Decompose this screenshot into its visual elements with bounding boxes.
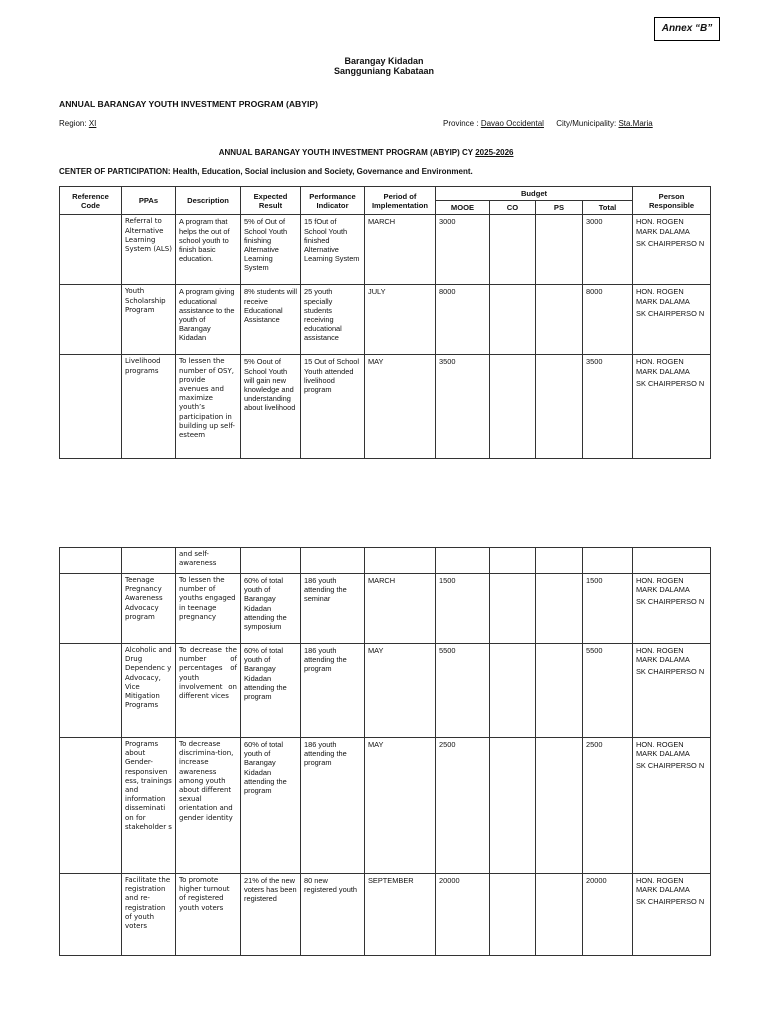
table-row xyxy=(60,644,711,738)
cell-total: 5500 xyxy=(583,644,633,738)
cell-ref xyxy=(60,738,122,874)
cell-person xyxy=(633,574,711,644)
cell-ppas: Youth Scholarship Program xyxy=(122,285,176,355)
cell-description: To decrease the number of percentages of youth involvement on different vices xyxy=(176,644,241,738)
cell-ps xyxy=(536,644,583,738)
cell-ppas: Facilitate the registration and re-registration of youth voters xyxy=(122,874,176,956)
cell-person xyxy=(633,355,711,459)
person-title: SK CHAIRPERSO N xyxy=(636,238,705,248)
city-label: City/Municipality: xyxy=(556,119,617,128)
col-expected-result: Expected Result xyxy=(241,187,301,215)
cell-mooe: 5500 xyxy=(436,644,490,738)
cell-co xyxy=(490,738,536,874)
cell-ppas: Alcoholic and Drug Dependenc y Advocacy, Vice Mitigation Programs xyxy=(122,644,176,738)
cell-ppas: Livelihood programs xyxy=(122,355,176,459)
cell-description: To promote higher turnout of registered youth voters xyxy=(176,874,241,956)
cell-total: 3500 xyxy=(583,355,633,459)
center-value: Health, Education, Social inclusion and Society, Governance and Environment. xyxy=(172,167,473,176)
cell-co xyxy=(490,548,536,574)
col-budget: Budget xyxy=(436,187,633,201)
person-name: HON. ROGEN MARK DALAMA xyxy=(636,740,690,759)
region-value: XI xyxy=(88,119,97,128)
col-ppas: PPAs xyxy=(122,187,176,215)
cell-ref xyxy=(60,874,122,956)
cell-description: A program that helps the out of school youth to finish basic education. xyxy=(176,215,241,285)
cell-ref xyxy=(60,548,122,574)
cell-total: 3000 xyxy=(583,215,633,285)
province-line xyxy=(443,119,653,128)
table-row xyxy=(60,874,711,956)
cell-ps xyxy=(536,738,583,874)
cell-co xyxy=(490,355,536,459)
cell-ps xyxy=(536,548,583,574)
region-line xyxy=(59,119,96,128)
person-name: HON. ROGEN MARK DALAMA xyxy=(636,646,690,665)
cell-person xyxy=(633,738,711,874)
cell-total: 2500 xyxy=(583,738,633,874)
cell-ref xyxy=(60,355,122,459)
col-mooe: MOOE xyxy=(436,201,490,215)
cell-description: A program giving educational assistance to the youth of Barangay Kidadan xyxy=(176,285,241,355)
cell-expected: 60% of total youth of Barangay Kidadan attending the symposium xyxy=(241,574,301,644)
cell-period: MAY xyxy=(365,738,436,874)
person-name: HON. ROGEN MARK DALAMA xyxy=(636,357,690,376)
cy-title-line xyxy=(0,148,768,157)
abyip-table-page1 xyxy=(59,186,711,459)
cell-ppas xyxy=(122,548,176,574)
cell-person xyxy=(633,644,711,738)
cell-ppas: Teenage Pregnancy Awareness Advocacy program xyxy=(122,574,176,644)
region-label: Region: xyxy=(59,119,87,128)
cell-indicator xyxy=(301,548,365,574)
cell-indicator: 186 youth attending the seminar xyxy=(301,574,365,644)
cell-ref xyxy=(60,574,122,644)
cell-ref xyxy=(60,215,122,285)
abyip-table-page2 xyxy=(59,547,711,956)
cell-period: MAY xyxy=(365,644,436,738)
col-co: CO xyxy=(490,201,536,215)
cell-mooe: 1500 xyxy=(436,574,490,644)
cell-ppas: Referral to Alternative Learning System (ALS) xyxy=(122,215,176,285)
cell-indicator: 186 youth attending the program xyxy=(301,644,365,738)
col-reference-code: Reference Code xyxy=(60,187,122,215)
cell-ps xyxy=(536,355,583,459)
cell-expected: 21% of the new voters has been registered xyxy=(241,874,301,956)
cell-period xyxy=(365,548,436,574)
cell-mooe: 2500 xyxy=(436,738,490,874)
cell-expected xyxy=(241,548,301,574)
cell-indicator: 186 youth attending the program xyxy=(301,738,365,874)
cell-total: 8000 xyxy=(583,285,633,355)
col-ps: PS xyxy=(536,201,583,215)
cell-mooe: 3000 xyxy=(436,215,490,285)
cell-description: To decrease discrimina-tion, increase awareness among youth about different sexual orientation and gender identity xyxy=(176,738,241,874)
person-title: SK CHAIRPERSO N xyxy=(636,897,705,907)
province-label: Province : xyxy=(443,119,479,128)
person-title: SK CHAIRPERSO N xyxy=(636,761,705,771)
col-description: Description xyxy=(176,187,241,215)
person-title: SK CHAIRPERSO N xyxy=(636,378,705,388)
cell-person xyxy=(633,285,711,355)
person-name: HON. ROGEN MARK DALAMA xyxy=(636,287,690,306)
cell-expected: 8% students will receive Educational Assistance xyxy=(241,285,301,355)
cell-person xyxy=(633,215,711,285)
cell-ppas: Programs about Gender-responsiven ess, trainings and information disseminati on for stakeholder s xyxy=(122,738,176,874)
cell-mooe: 20000 xyxy=(436,874,490,956)
cell-period: JULY xyxy=(365,285,436,355)
cell-period: SEPTEMBER xyxy=(365,874,436,956)
cell-expected: 5% of Out of School Youth finishing Alternative Learning System xyxy=(241,215,301,285)
barangay-name: Barangay Kidadan xyxy=(344,56,424,66)
cell-co xyxy=(490,285,536,355)
council-name: Sangguniang Kabataan xyxy=(333,66,434,76)
center-label: CENTER OF PARTICIPATION: xyxy=(59,167,171,176)
table-row xyxy=(60,574,711,644)
cell-co xyxy=(490,644,536,738)
person-name: HON. ROGEN MARK DALAMA xyxy=(636,876,690,895)
cell-indicator: 80 new registered youth xyxy=(301,874,365,956)
col-period: Period of Implementation xyxy=(365,187,436,215)
cell-description: and self-awareness xyxy=(176,548,241,574)
city-value: Sta.Maria xyxy=(618,119,653,128)
table-row xyxy=(60,285,711,355)
center-of-participation xyxy=(59,167,473,176)
table-row xyxy=(60,355,711,459)
annex-label: Annex “B” xyxy=(654,17,720,41)
person-title: SK CHAIRPERSO N xyxy=(636,597,705,607)
col-performance-indicator: Performance Indicator xyxy=(301,187,365,215)
cell-co xyxy=(490,215,536,285)
cell-total: 20000 xyxy=(583,874,633,956)
cell-indicator: 15 Out of School Youth attended livelihood program xyxy=(301,355,365,459)
cell-description: To lessen the number of youths engaged in teenage pregnancy xyxy=(176,574,241,644)
cell-mooe xyxy=(436,548,490,574)
cell-total: 1500 xyxy=(583,574,633,644)
person-name: HON. ROGEN MARK DALAMA xyxy=(636,576,690,595)
cell-person xyxy=(633,548,711,574)
cell-ps xyxy=(536,574,583,644)
cy-title: ANNUAL BARANGAY YOUTH INVESTMENT PROGRAM (ABYIP) CY xyxy=(218,148,473,157)
cell-ps xyxy=(536,874,583,956)
cell-period: MARCH xyxy=(365,215,436,285)
person-title: SK CHAIRPERSO N xyxy=(636,308,705,318)
document-title: ANNUAL BARANGAY YOUTH INVESTMENT PROGRAM (ABYIP) xyxy=(59,99,318,109)
cell-total xyxy=(583,548,633,574)
cell-mooe: 8000 xyxy=(436,285,490,355)
table-row xyxy=(60,738,711,874)
cell-period: MARCH xyxy=(365,574,436,644)
cell-person xyxy=(633,874,711,956)
cell-expected: 60% of total youth of Barangay Kidadan attending the program xyxy=(241,738,301,874)
cell-ref xyxy=(60,644,122,738)
person-title: SK CHAIRPERSO N xyxy=(636,667,705,677)
cy-value: 2025-2026 xyxy=(475,148,514,157)
col-person-responsible: Person Responsible xyxy=(633,187,711,215)
table-row xyxy=(60,548,711,574)
cell-indicator: 25 youth specially students receiving educational assistance xyxy=(301,285,365,355)
cell-expected: 60% of total youth of Barangay Kidadan attending the program xyxy=(241,644,301,738)
col-total: Total xyxy=(583,201,633,215)
cell-co xyxy=(490,874,536,956)
cell-expected: 5% Oout of School Youth will gain new knowledge and understanding about livelihood xyxy=(241,355,301,459)
table-row xyxy=(60,215,711,285)
cell-ps xyxy=(536,215,583,285)
cell-period: MAY xyxy=(365,355,436,459)
cell-mooe: 3500 xyxy=(436,355,490,459)
cell-description: To lessen the number of OSY, provide avenues and maximize youth’s participation in building up self-esteem xyxy=(176,355,241,459)
cell-ref xyxy=(60,285,122,355)
cell-ps xyxy=(536,285,583,355)
province-value: Davao Occidental xyxy=(480,119,544,128)
cell-co xyxy=(490,574,536,644)
person-name: HON. ROGEN MARK DALAMA xyxy=(636,217,690,236)
cell-indicator: 15 fOut of School Youth finished Alternative Learning System xyxy=(301,215,365,285)
